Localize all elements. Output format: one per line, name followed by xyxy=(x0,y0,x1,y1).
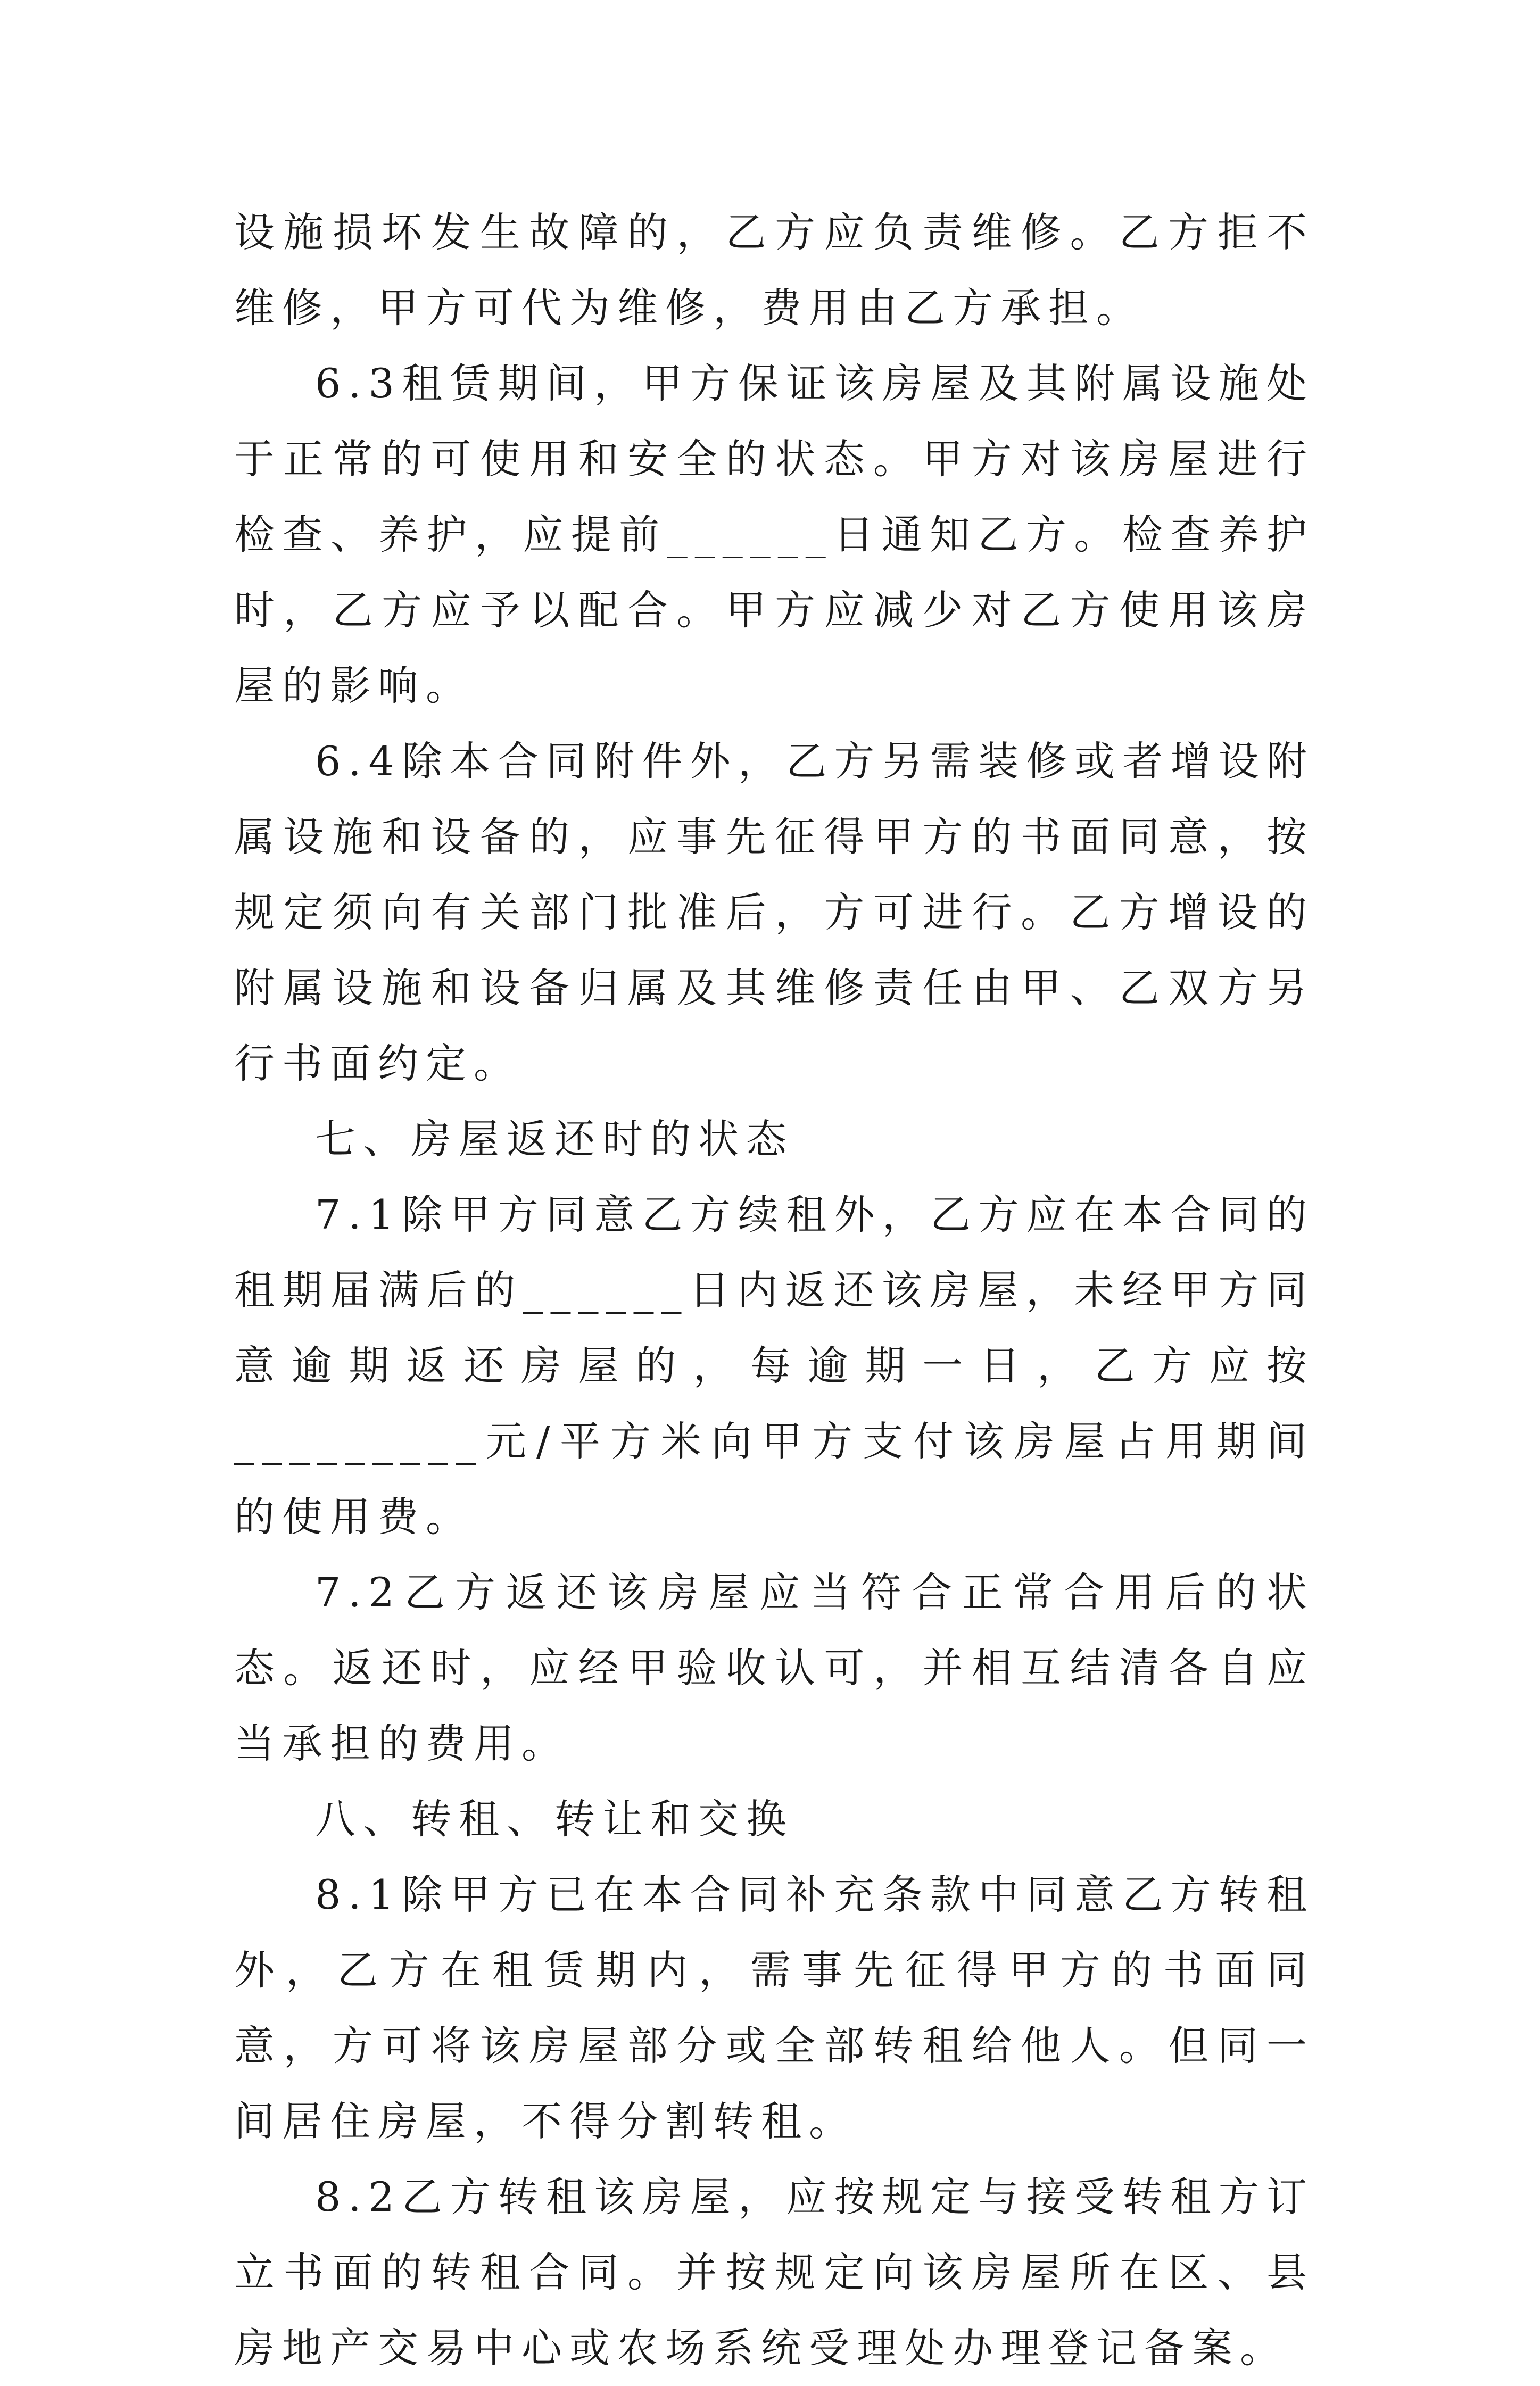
section-heading-8: 八、转租、转让和交换 xyxy=(315,1795,794,1843)
paragraph-7-2: 7.2乙方返还该房屋应当符合正常合用后的状态。返还时，应经甲验收认可，并相互结清各自应当承担的费用。 xyxy=(234,1569,1314,1767)
section-heading-7: 七、房屋返还时的状态 xyxy=(315,1115,794,1163)
paragraph-8-2: 8.2乙方转租该房屋，应按规定与接受转租方订立书面的转租合同。并按规定向该房屋所在区、县房地产交易中心或农场系统受理处办理登记备案。 xyxy=(234,2173,1314,2372)
paragraph-7-1: 7.1除甲方同意乙方续租外，乙方应在本合同的租期届满后的______日内返还该房屋，未经甲方同意逾期返还房屋的，每逾期一日，乙方应按_________元/平方米向甲方支付该房屋占用期间的使用费。 xyxy=(234,1191,1314,1540)
paragraph-8-1: 8.1除甲方已在本合同补充条款中同意乙方转租外，乙方在租赁期内，需事先征得甲方的书面同意，方可将该房屋部分或全部转租给他人。但同一间居住房屋，不得分割转租。 xyxy=(234,1871,1314,2145)
document-body xyxy=(234,195,1314,2386)
paragraph-6-3: 6.3租赁期间，甲方保证该房屋及其附属设施处于正常的可使用和安全的状态。甲方对该房屋进行检查、养护，应提前______日通知乙方。检查养护时，乙方应予以配合。甲方应减少对乙方使用该房屋的影响。 xyxy=(234,360,1314,709)
paragraph-6-4: 6.4除本合同附件外，乙方另需装修或者增设附属设施和设备的，应事先征得甲方的书面同意，按规定须向有关部门批准后，方可进行。乙方增设的附属设施和设备归属及其维修责任由甲、乙双方另行书面约定。 xyxy=(234,738,1314,1087)
paragraph-continuation: 设施损坏发生故障的，乙方应负责维修。乙方拒不维修，甲方可代为维修，费用由乙方承担。 xyxy=(234,209,1314,332)
